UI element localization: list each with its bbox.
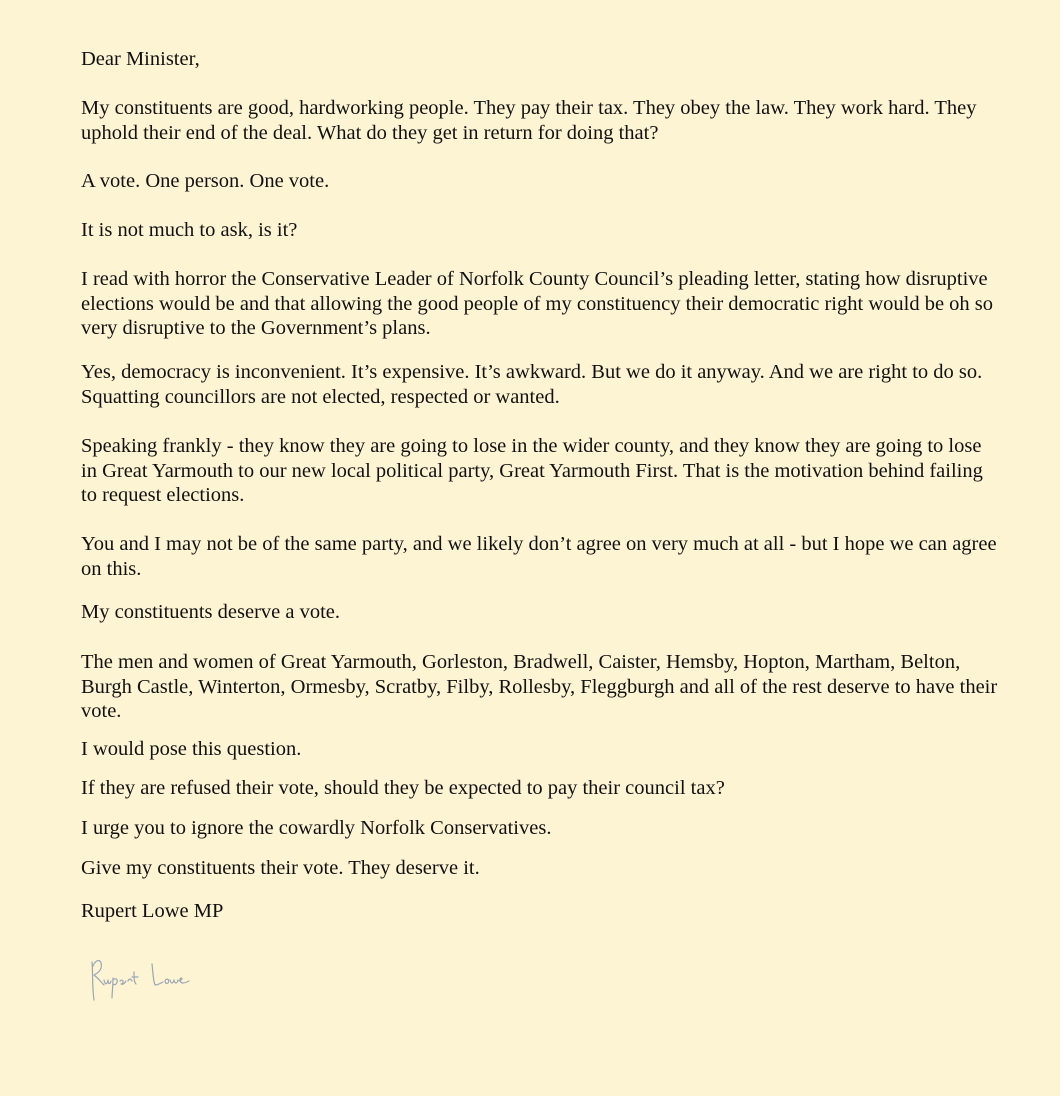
letter-paragraph: Speaking frankly - they know they are going to lose in the wider county, and they know they are going to lose in Great Yarmouth to our new local political party, Great Yarmouth First. That is the motivation behind failing to request elections. [81,435,983,506]
signoff-name: Rupert Lowe MP [81,900,224,922]
letter-paragraph: If they are refused their vote, should they be expected to pay their council tax? [81,777,725,799]
letter-paragraph: I urge you to ignore the cowardly Norfolk Conservatives. [81,817,552,839]
letter-paragraph: My constituents deserve a vote. [81,601,341,623]
letter-paragraph: I would pose this question. [81,738,302,760]
letter-paragraph: You and I may not be of the same party, and we likely don’t agree on very much at all - but I hope we can agree on this. [81,533,997,580]
letter-paragraph: A vote. One person. One vote. [81,170,330,192]
letter-paragraph: It is not much to ask, is it? [81,219,298,241]
letter-paragraph: The men and women of Great Yarmouth, Gorleston, Bradwell, Caister, Hemsby, Hopton, Martham, Belton, Burgh Castle, Winterton, Ormesby, Scratby, Filby, Rollesby, Fleggburgh and all of the rest deserve to have their vote. [81,651,998,722]
letter-paragraph: Give my constituents their vote. They deserve it. [81,857,480,879]
letter-paragraph: I read with horror the Conservative Leader of Norfolk County Council’s pleading letter, stating how disruptive elections would be and that allowing the good people of my constituency their democratic right would be oh so very disruptive to the Government’s plans. [81,268,994,339]
salutation: Dear Minister, [81,48,200,70]
letter-paragraph: My constituents are good, hardworking people. They pay their tax. They obey the law. They work hard. They uphold their end of the deal. What do they get in return for doing that? [81,97,977,144]
handwritten-signature [86,950,196,1010]
letter-paragraph: Yes, democracy is inconvenient. It’s expensive. It’s awkward. But we do it anyway. And we are right to do so. Squatting councillors are not elected, respected or wanted. [81,361,983,408]
